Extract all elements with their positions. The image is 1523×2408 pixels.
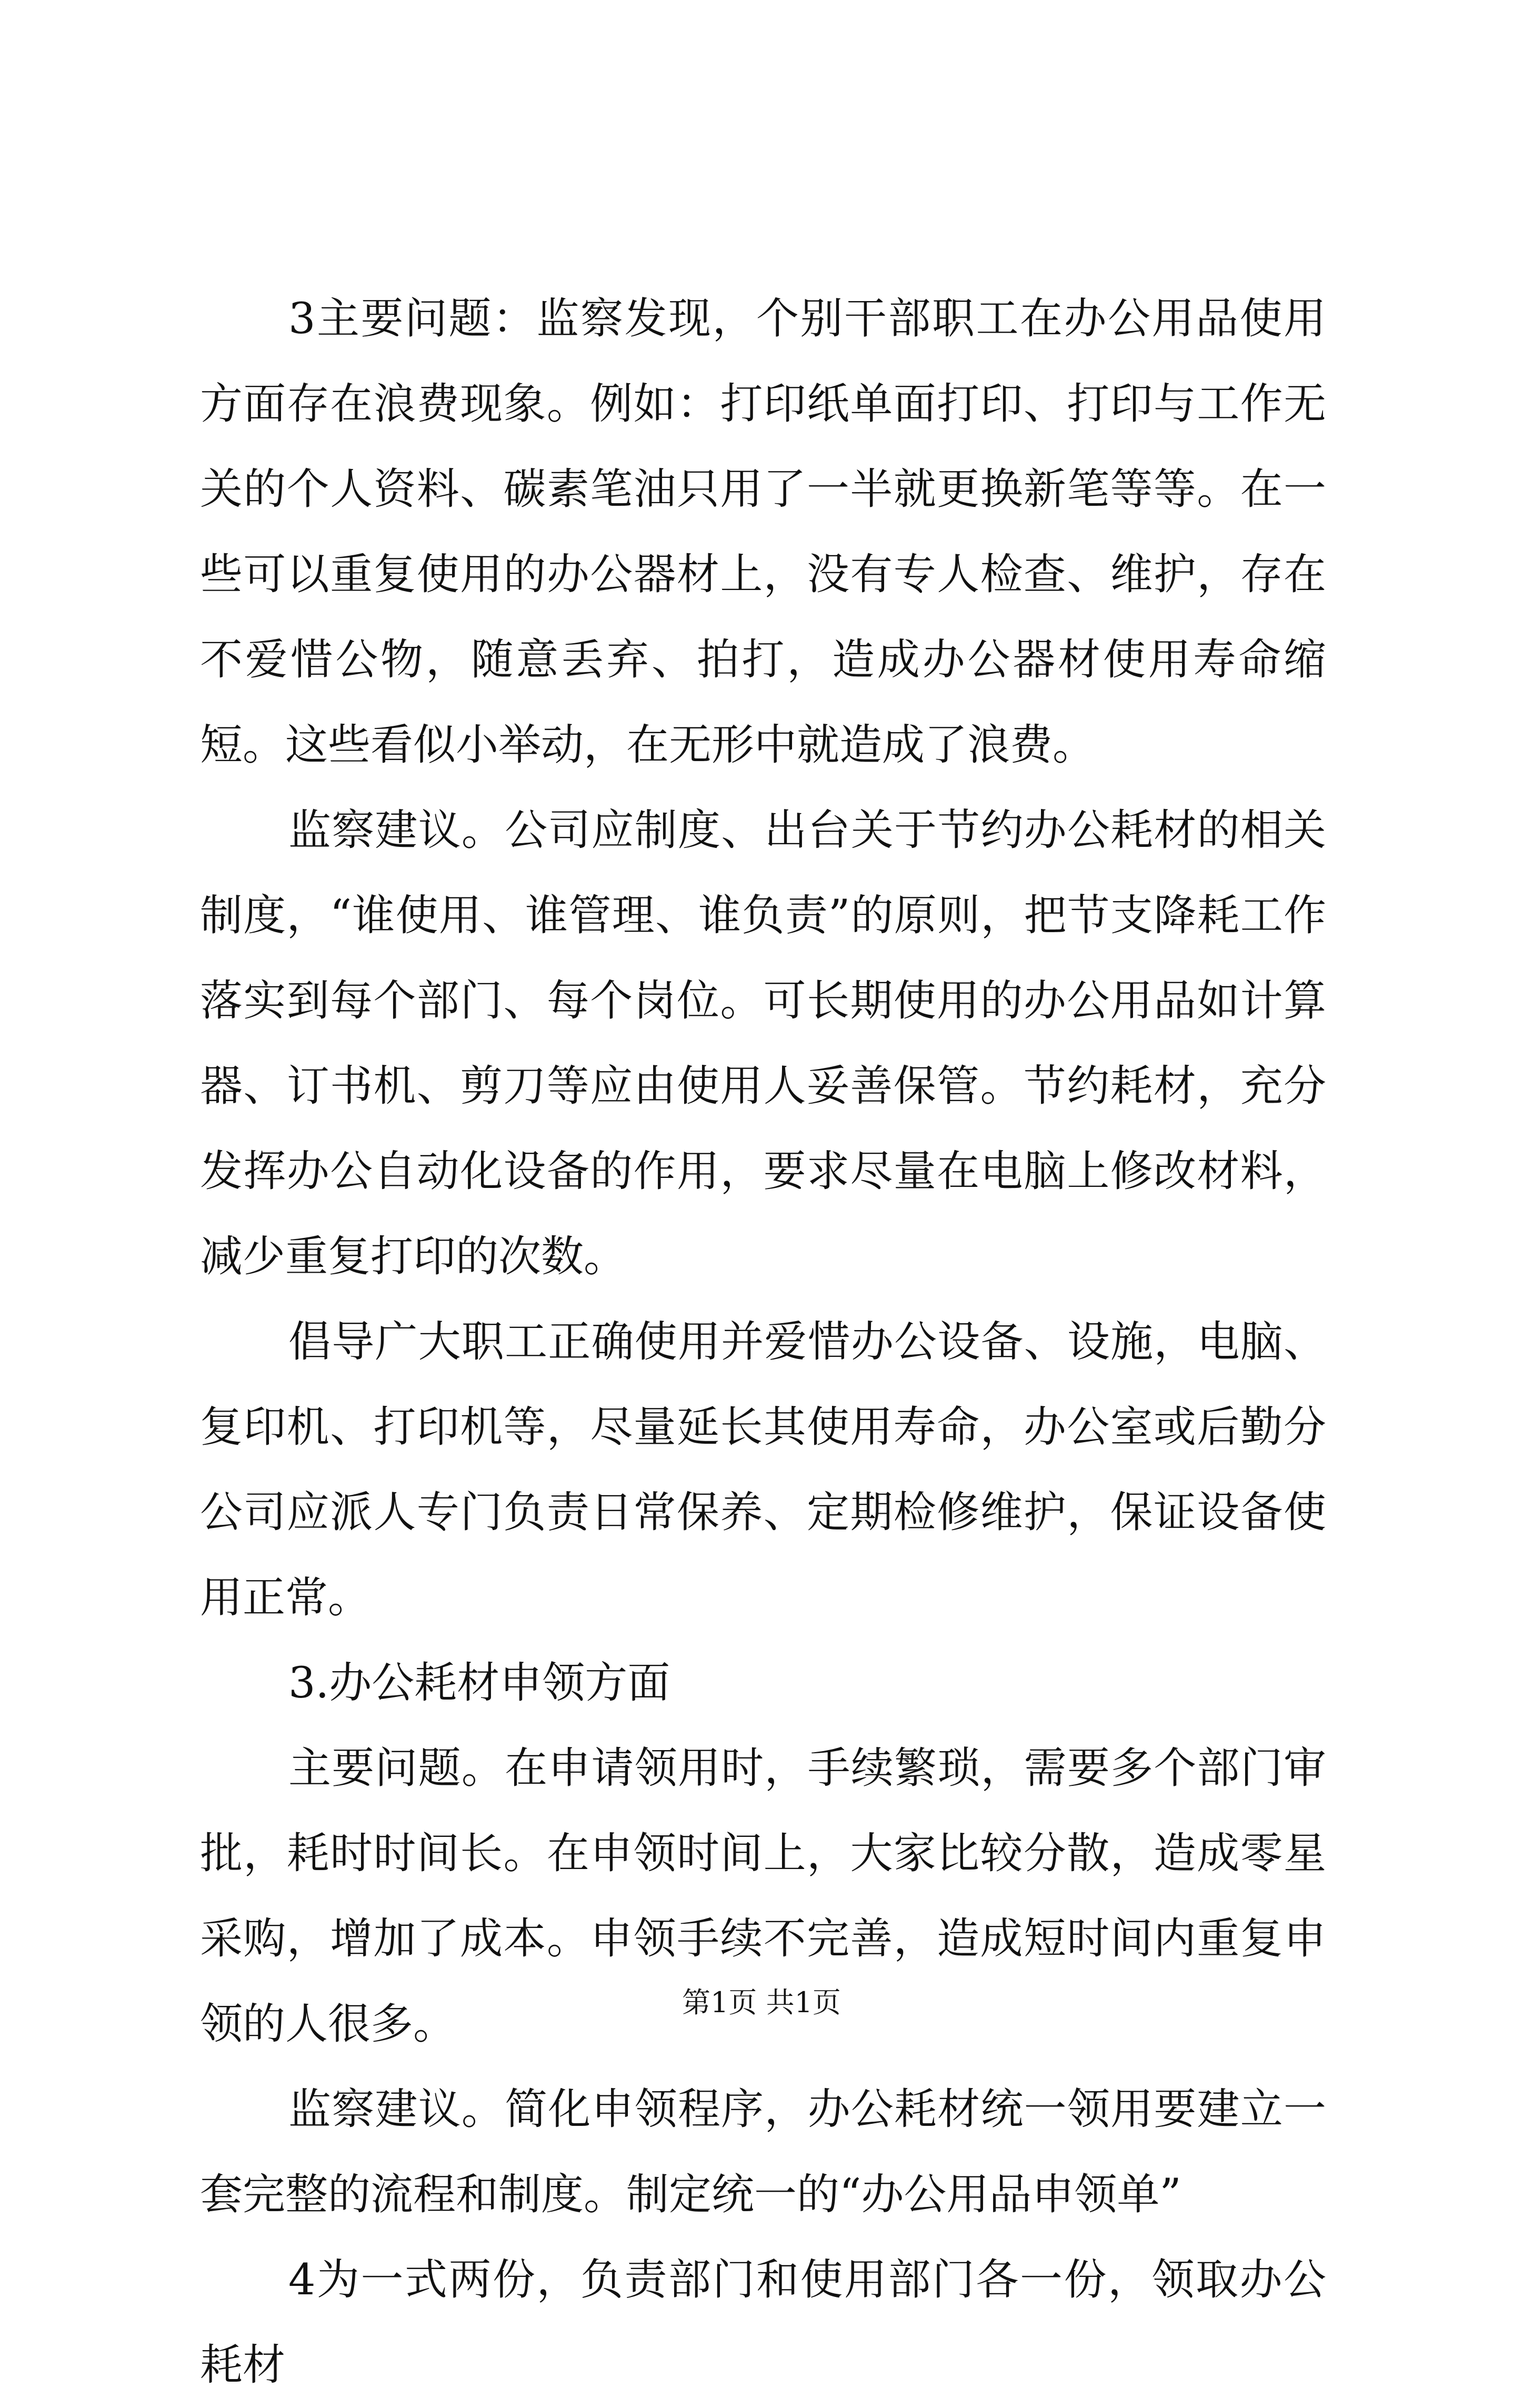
document-body bbox=[200, 276, 1326, 2408]
paragraph-problem-waste: 3主要问题：监察发现，个别干部职工在办公用品使用方面存在浪费现象。例如：打印纸单面打印、打印与工作无关的个人资料、碳素笔油只用了一半就更换新笔等等。在一些可以重复使用的办公器材上，没有专人检查、维护，存在不爱惜公物，随意丢弃、拍打，造成办公器材使用寿命缩短。这些看似小举动，在无形中就造成了浪费。 bbox=[200, 294, 1326, 770]
page-number-footer: 第1页 共1页 bbox=[682, 1986, 841, 2019]
paragraph-problem-requisition: 主要问题。在申请领用时，手续繁琐，需要多个部门审批，耗时时间长。在申领时间上，大家比较分散，造成零星采购，增加了成本。申领手续不完善，造成短时间内重复申领的人很多。 bbox=[200, 1744, 1326, 2049]
paragraph-suggestion-requisition: 监察建议。简化申领程序，办公耗材统一领用要建立一套完整的流程和制度。制定统一的“办公用品申领单” bbox=[200, 2085, 1326, 2220]
paragraph-requisition-form: 4为一式两份，负责部门和使用部门各一份，领取办公耗材 bbox=[200, 2255, 1326, 2390]
paragraph-equipment-care: 倡导广大职工正确使用并爱惜办公设备、设施，电脑、复印机、打印机等，尽量延长其使用寿命，办公室或后勤分公司应派人专门负责日常保养、定期检修维护，保证设备使用正常。 bbox=[200, 1317, 1326, 1623]
paragraph-suggestion-system: 监察建议。公司应制度、出台关于节约办公耗材的相关制度，“谁使用、谁管理、谁负责”的原则，把节支降耗工作落实到每个部门、每个岗位。可长期使用的办公用品如计算器、订书机、剪刀等应由使用人妥善保管。节约耗材，充分发挥办公自动化设备的作用，要求尽量在电脑上修改材料，减少重复打印的次数。 bbox=[200, 806, 1326, 1282]
section-heading-requisition: 3.办公耗材申领方面 bbox=[288, 1658, 670, 1708]
